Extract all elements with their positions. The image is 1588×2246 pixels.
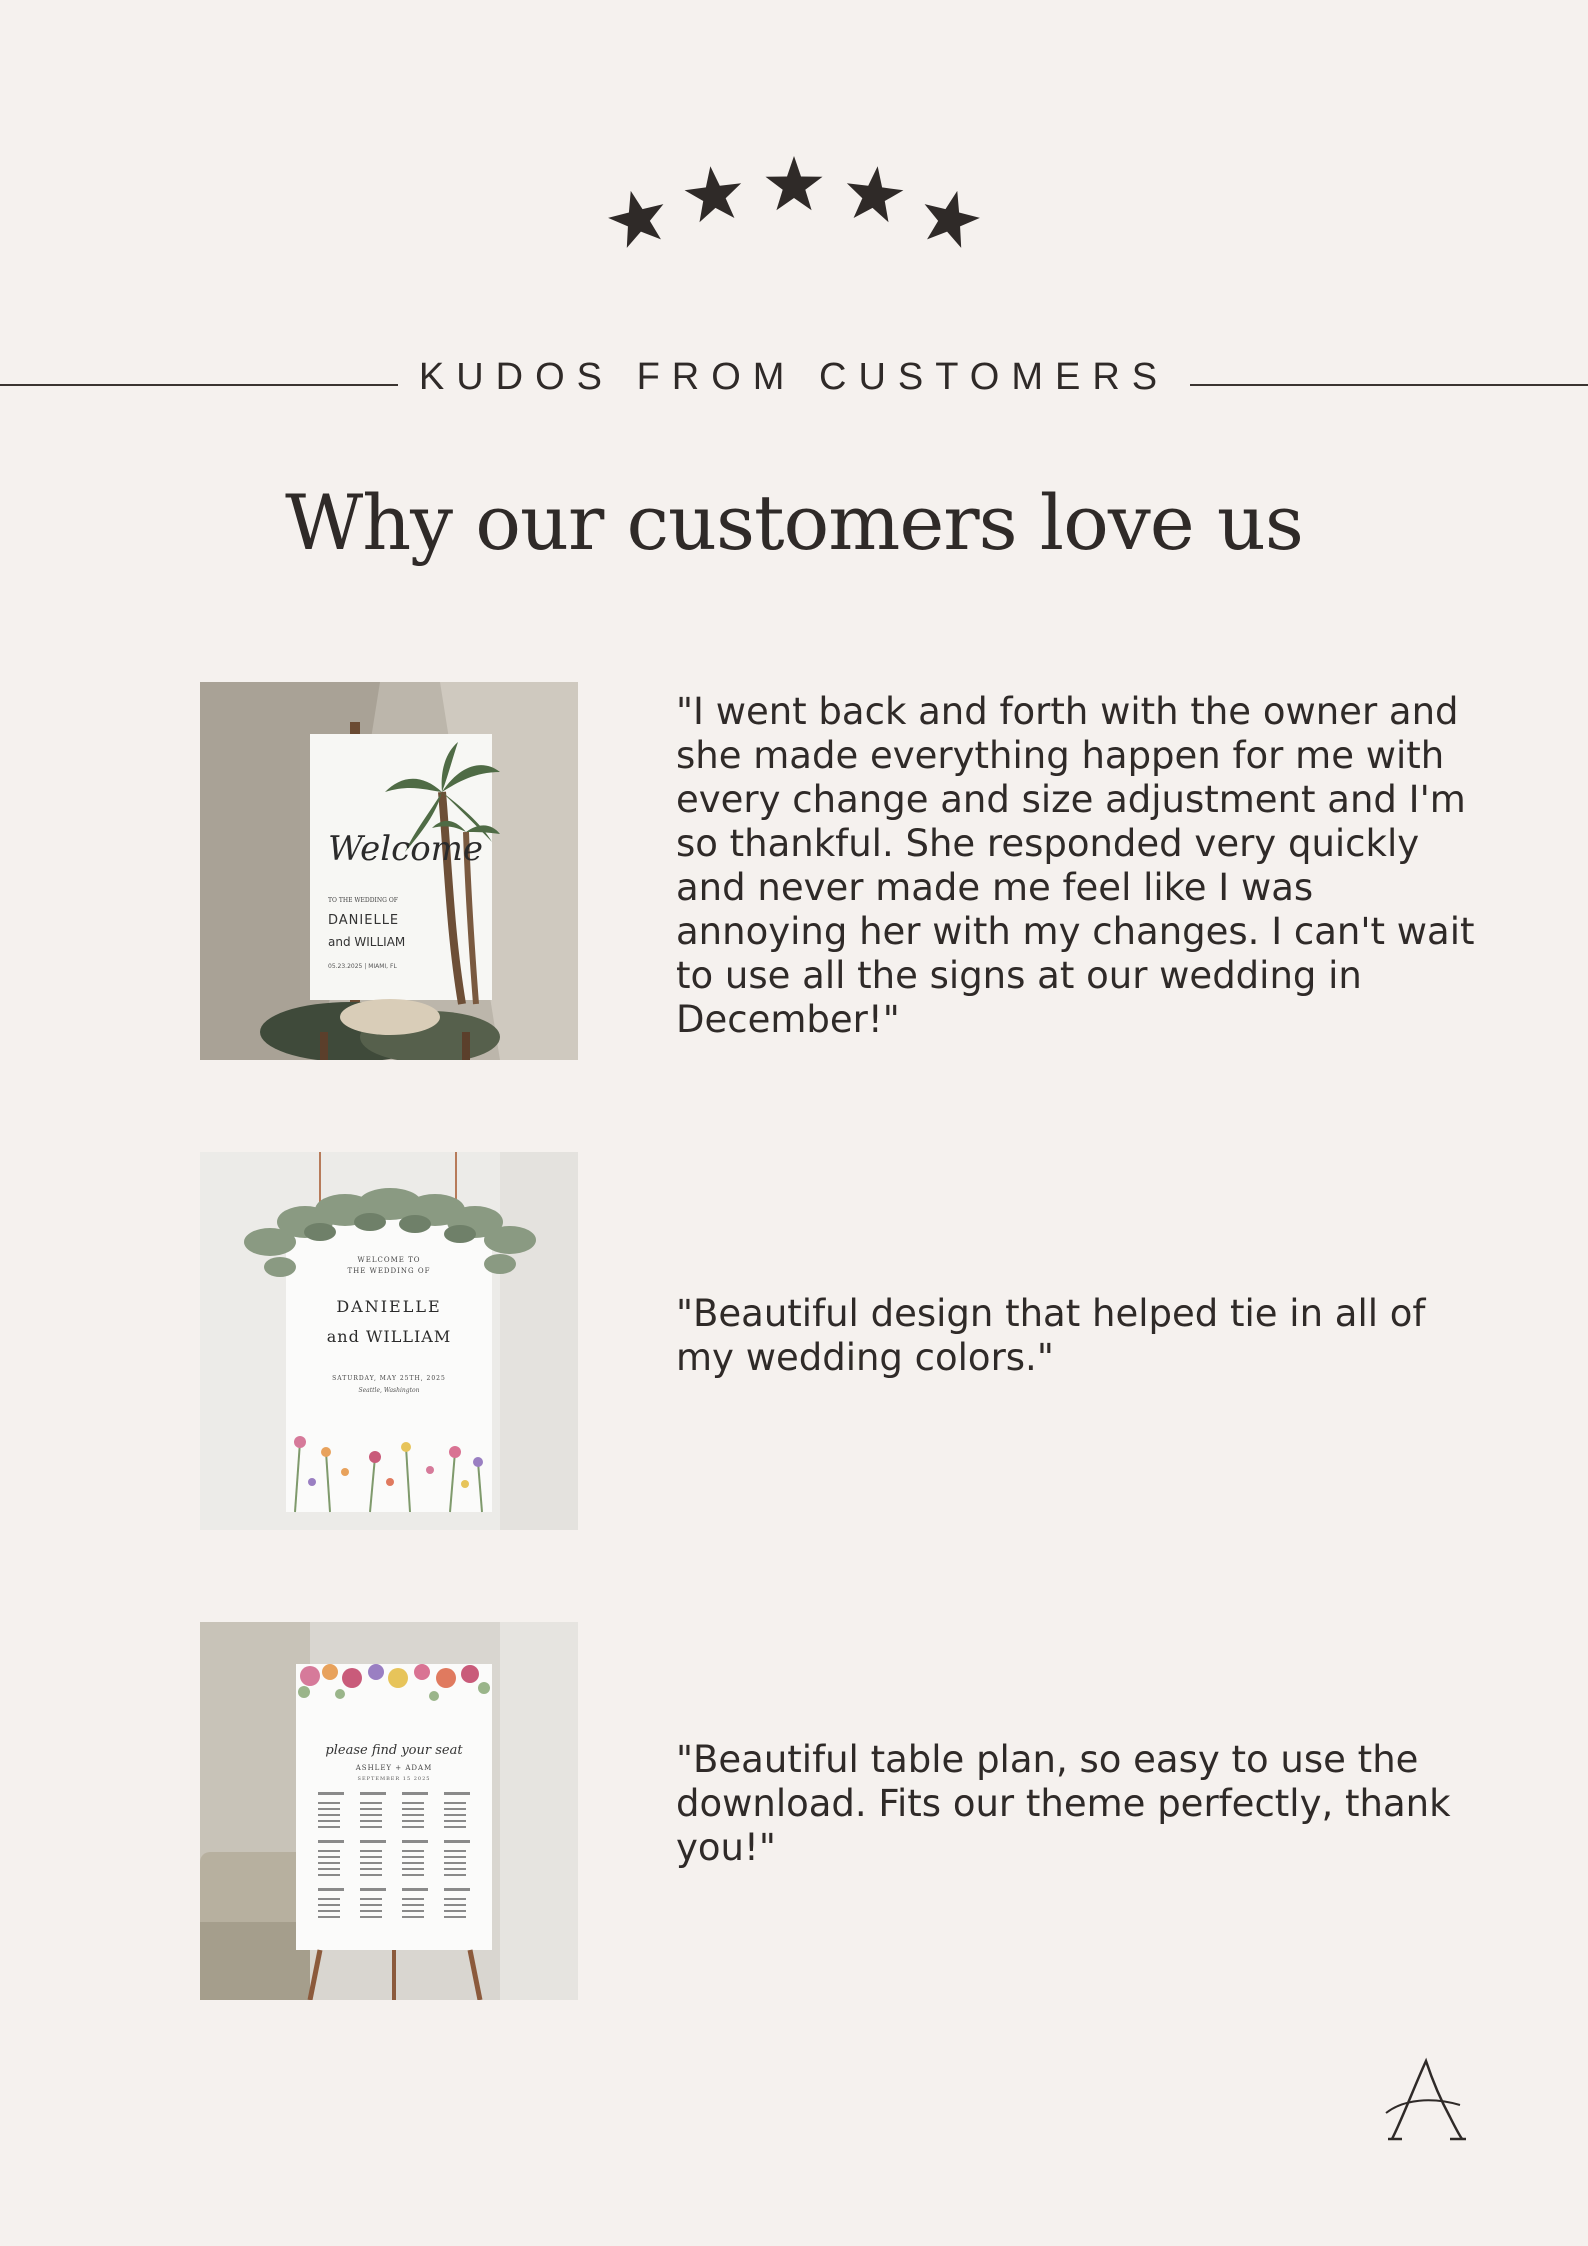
star-icon — [766, 156, 823, 210]
brand-monogram-icon — [1380, 2055, 1470, 2145]
star-icon — [603, 184, 671, 250]
review-card — [200, 1622, 1480, 2000]
review-photo-welcome-sign-palms — [200, 682, 578, 1060]
star-icon — [916, 184, 984, 250]
photo-sign-date: SEPTEMBER 15 2025 — [357, 1776, 431, 1782]
review-quote: "Beautiful design that helped tie in all of my wedding colors." — [676, 1292, 1426, 1379]
review-card — [200, 682, 1480, 1060]
photo-sign-script: please find your seat — [325, 1743, 463, 1758]
photo-sign-couple: ASHLEY + ADAM — [355, 1764, 433, 1772]
photo-illustration — [200, 682, 578, 1060]
photo-sign-name-2: and WILLIAM — [328, 935, 406, 949]
star-icon — [843, 163, 906, 224]
photo-sign-name-1: DANIELLE — [336, 1297, 442, 1316]
review-card — [200, 1152, 1480, 1530]
photo-sign-script: Welcome — [328, 829, 484, 869]
review-quote: "Beautiful table plan, so easy to use the download. Fits our theme perfectly, thank you!" — [676, 1738, 1451, 1869]
photo-sign-date: 05.23.2025 | MIAMI, FL — [328, 963, 397, 970]
photo-sign-small: TO THE WEDDING OF — [328, 897, 398, 904]
photo-sign-name-2: and WILLIAM — [326, 1327, 452, 1346]
star-rating — [0, 0, 1588, 300]
photo-illustration — [200, 1622, 578, 2000]
photo-sign-small-2: THE WEDDING OF — [347, 1267, 431, 1275]
section-kicker: KUDOS FROM CUSTOMERS — [418, 356, 1170, 398]
divider-left — [0, 384, 398, 386]
review-quote: "I went back and forth with the owner and she made everything happen for me with every change and size adjustment and I'm so thankful. She responded very quickly and never made me feel like I was annoying her with my changes. I can't wait to use all the signs at our wedding in December!" — [676, 690, 1475, 1041]
photo-illustration — [200, 1152, 578, 1530]
photo-sign-small-1: WELCOME TO — [357, 1256, 421, 1264]
photo-sign-date: SATURDAY, MAY 25TH, 2025 — [332, 1375, 446, 1382]
review-photo-seating-chart — [200, 1622, 578, 2000]
photo-sign-name-1: DANIELLE — [328, 913, 400, 928]
star-icon — [682, 163, 745, 224]
photo-sign-place: Seattle, Washington — [358, 1387, 420, 1394]
review-photo-welcome-sign-wildflowers — [200, 1152, 578, 1530]
page-title: Why our customers love us — [285, 478, 1303, 567]
divider-right — [1190, 384, 1588, 386]
